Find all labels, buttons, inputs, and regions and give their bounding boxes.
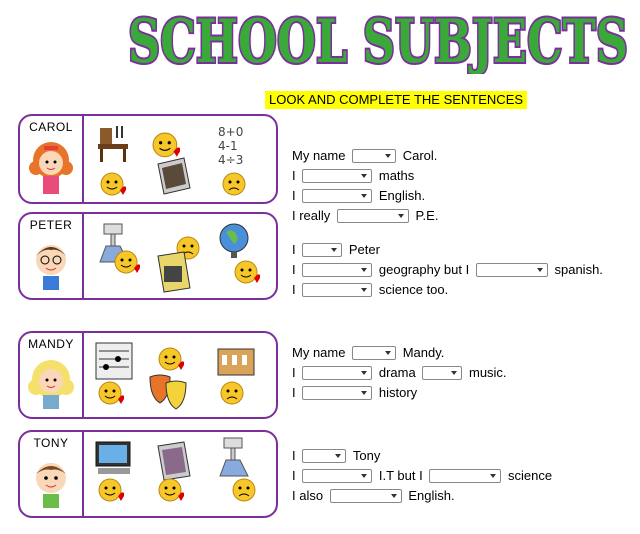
computer-icon [94, 440, 134, 478]
card-tony [18, 430, 278, 518]
sentence-line: I I.T but I science [292, 467, 553, 483]
boy-avatar-icon [28, 454, 74, 510]
sentence-line: I also English. [292, 487, 455, 503]
smiley-heart-icon [98, 381, 124, 407]
title-text: SCHOOL SUBJECTS [128, 7, 628, 74]
svg-text:4÷3: 4÷3 [218, 153, 244, 167]
card-peter [18, 212, 278, 300]
sentence-line: I maths [292, 167, 415, 183]
answer-dropdown[interactable] [352, 346, 396, 360]
sad-face-icon [222, 172, 246, 196]
smiley-heart-icon [100, 172, 126, 198]
sentence-line: My name Mandy. [292, 344, 445, 360]
svg-text:4-1: 4-1 [218, 139, 238, 153]
answer-dropdown[interactable] [352, 149, 396, 163]
music-sheet-icon [94, 341, 134, 381]
sentence-line: My name Carol. [292, 147, 438, 163]
sad-face-icon [220, 381, 244, 405]
card-name: MANDY [28, 337, 74, 351]
answer-dropdown[interactable] [302, 169, 372, 183]
answer-dropdown[interactable] [302, 449, 346, 463]
sentence-line: I really P.E. [292, 207, 439, 223]
answer-dropdown[interactable] [302, 189, 372, 203]
answer-dropdown[interactable] [330, 489, 402, 503]
sentence-line: I geography but I spanish. [292, 261, 603, 277]
sentence-line: I drama music. [292, 364, 507, 380]
sentence-line: I English. [292, 187, 426, 203]
boy-avatar-icon [28, 236, 74, 292]
book-icon [156, 250, 192, 294]
answer-dropdown[interactable] [302, 243, 342, 257]
smiley-heart-icon [114, 250, 140, 276]
instruction-banner: LOOK AND COMPLETE THE SENTENCES [265, 91, 527, 109]
card-name: TONY [33, 436, 69, 450]
answer-dropdown[interactable] [429, 469, 501, 483]
girl-avatar-icon [28, 355, 74, 411]
smiley-heart-icon [98, 478, 124, 504]
sad-face-icon [232, 478, 256, 502]
math-numbers-icon [216, 124, 256, 168]
answer-dropdown[interactable] [476, 263, 548, 277]
globe-icon [216, 220, 252, 260]
sentence-line: I science too. [292, 281, 449, 297]
card-name: CAROL [29, 120, 73, 134]
answer-dropdown[interactable] [302, 263, 372, 277]
card-mandy [18, 331, 278, 419]
girl-avatar-icon [28, 138, 74, 196]
drama-masks-icon [148, 373, 190, 411]
history-colosseum-icon [216, 341, 256, 381]
card-name: PETER [29, 218, 73, 232]
lab-flask-icon [218, 436, 254, 480]
answer-dropdown[interactable] [422, 366, 462, 380]
desk-icon [96, 124, 132, 164]
answer-dropdown[interactable] [302, 469, 372, 483]
smiley-heart-icon [158, 478, 184, 504]
card-carol [18, 114, 278, 204]
book-icon [154, 156, 194, 196]
answer-dropdown[interactable] [337, 209, 409, 223]
answer-dropdown[interactable] [302, 283, 372, 297]
smiley-heart-icon [158, 347, 184, 373]
answer-dropdown[interactable] [302, 366, 372, 380]
smiley-heart-icon [234, 260, 260, 286]
svg-text:8+0: 8+0 [218, 125, 244, 139]
answer-dropdown[interactable] [302, 386, 372, 400]
sentence-line: I Tony [292, 447, 381, 463]
page-title [122, 2, 634, 74]
sentence-line: I history [292, 384, 418, 400]
sentence-line: I Peter [292, 241, 380, 257]
